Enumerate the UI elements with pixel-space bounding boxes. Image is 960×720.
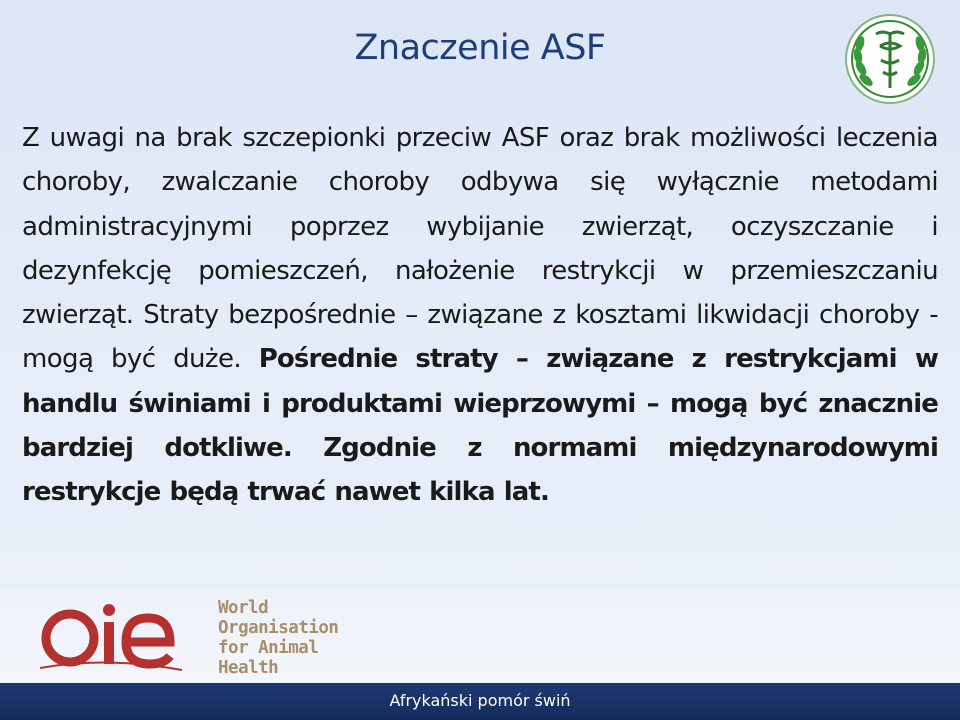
slide-title: Znaczenie ASF: [354, 28, 606, 68]
oie-organisation-name: [218, 598, 338, 678]
oie-name-line: Organisation: [218, 618, 339, 638]
footer-text: Afrykański pomór świń: [389, 691, 571, 710]
slide-body: [22, 116, 938, 515]
body-text-bold: Pośrednie straty – związane z restrykcjami w handlu świniami i produktami wieprzowymi – mogą być znacznie bardziej dotkliwe. Zgodnie z normami międzynarodowymi restrykcje będą trwać nawet kilka lat.: [22, 344, 938, 508]
oie-name-line: for Animal: [218, 638, 319, 658]
body-text-regular: Z uwagi na brak szczepionki przeciw ASF oraz brak możliwości leczenia choroby, zwalczanie choroby odbywa się wyłącznie metodami administracyjnymi poprzez wybijanie zwierząt, oczyszczanie i dezynfekcję pomieszczeń, nałożenie restrykcji w przemieszczaniu zwierząt. Straty bezpośrednie – związane z kosztami likwidacji choroby - mogą być duże.: [22, 123, 938, 375]
laurel-caduceus-emblem-icon: [843, 12, 937, 106]
oie-logo-icon: [36, 596, 186, 676]
slide-footer: [0, 683, 960, 720]
oie-name-line: World: [218, 598, 269, 618]
oie-name-line: Health: [218, 658, 279, 678]
